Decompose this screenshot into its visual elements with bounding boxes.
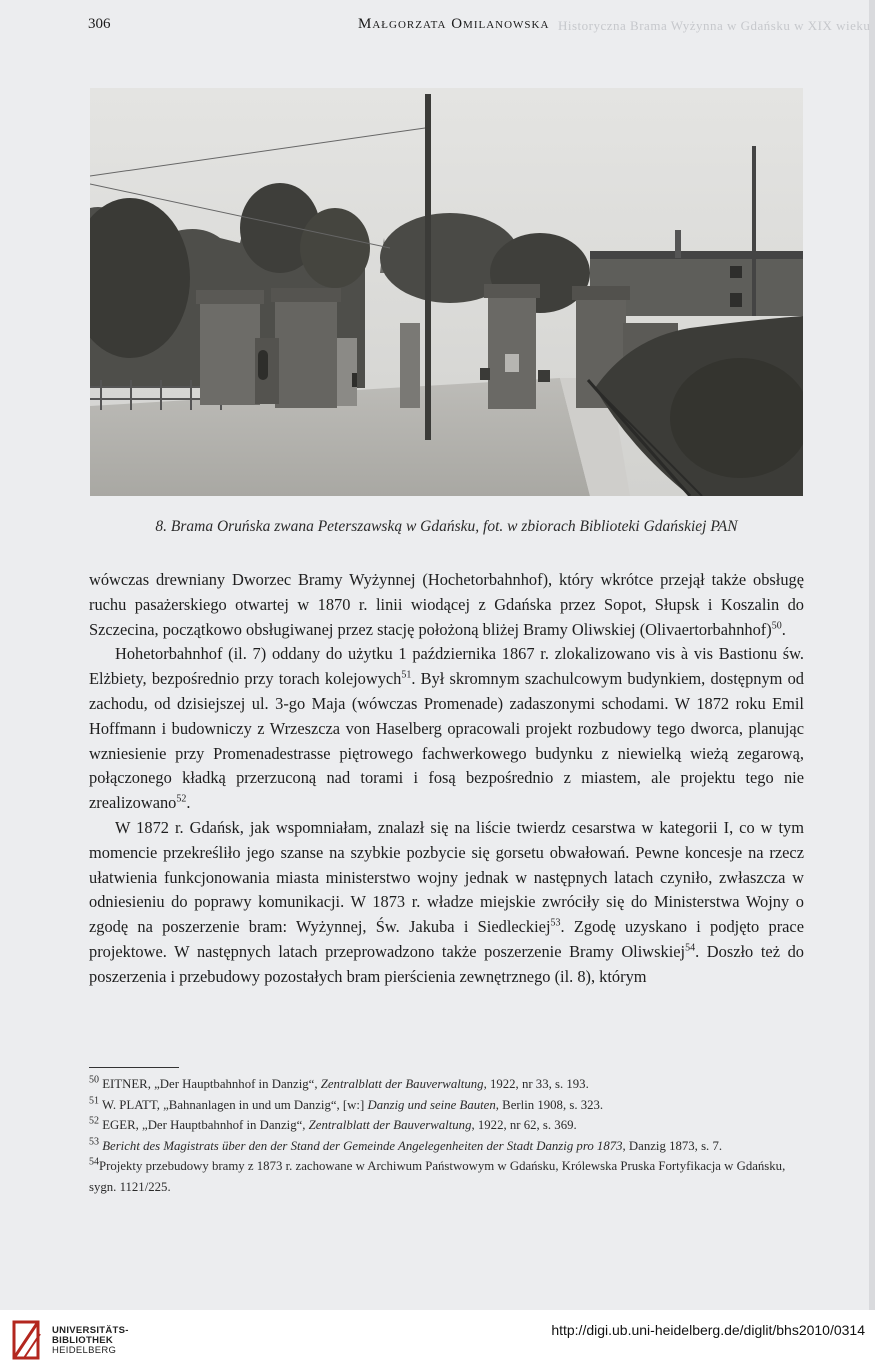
footnote-title: Zentralblatt der Bauverwaltung <box>320 1077 484 1091</box>
library-name-line: BIBLIOTHEK <box>52 1335 114 1346</box>
footnote-ref: 52 <box>176 793 187 805</box>
library-city: HEIDELBERG <box>52 1345 117 1356</box>
photo-illustration <box>90 88 803 496</box>
paragraph-1 <box>89 568 804 642</box>
paragraph-text: Hohetorbahnhof (il. 7) oddany do użytku 1 października 1867 r. zlokalizowano vis à vis Bastionu św. Elżbiety, bezpośrednio przy torach kolejowych <box>89 644 804 689</box>
paragraph-text: . Zgodę uzyskano i podjęto prace projektowe. W następnych latach przeprowadzono także poszerzenie Bramy Oliwskiej <box>89 917 804 961</box>
permalink-url[interactable]: http://digi.ub.uni-heidelberg.de/diglit/bhs2010/0314 <box>551 1322 865 1338</box>
paragraph-3 <box>89 816 804 990</box>
footnote-ref: 51 <box>401 669 412 681</box>
footnote-text: EGER, „Der Hauptbahnhof in Danzig“, <box>102 1118 309 1132</box>
footnote <box>89 1074 804 1095</box>
bleed-through-text: Historyczna Brama Wyżynna w Gdańsku w XIX wieku <box>558 18 871 33</box>
footnote <box>89 1115 804 1136</box>
footnote-ref: 53 <box>550 917 561 929</box>
footnote <box>89 1156 804 1197</box>
footnote-number: 54 <box>89 1156 99 1168</box>
footnote <box>89 1095 804 1116</box>
footnote-ref: 54 <box>685 942 696 954</box>
footnote-text: , 1922, nr 62, s. 369. <box>471 1118 577 1132</box>
library-name-line: UNIVERSITÄTS- <box>52 1325 129 1336</box>
paragraph-text: . <box>781 619 786 639</box>
paragraph-text: . Był skromnym szachulcowym budynkiem, dostępnym od zachodu, od dzisiejszej ul. 3-go Maja (wówczas Promenade) zadaszonymi schodami. W 1872 roku Emil Hoffmann i budowniczy z Wrzeszcza von Haselberg opracowali projekt rozbudowy tego dworca, planując wzniesienie przy Promenadestrasse piętrowego fachwerkowego budynku z niewielką wieżą zegarową, połączonego kładką przerzuconą nad torami i fosą bezpośrednio z miastem, ale projektu tego nie zrealizowano <box>89 669 804 813</box>
paragraph-text: wówczas drewniany Dworzec Bramy Wyżynnej (Hochetorbahnhof), który wkrótce przejął także obsługę ruchu pasażerskiego otwartej w 1870 r. linii wiodącej z Gdańska przez Sopot, Słupsk i Koszalin do Szczecina, początkowo obsługiwanej przez stację położoną bliżej Bramy Oliwskiej (Olivaertorbahnhof) <box>89 570 804 639</box>
library-logo-icon <box>10 1318 44 1362</box>
footnote-number: 52 <box>89 1115 99 1127</box>
footnote-text: W. PLATT, „Bahnanlagen in und um Danzig“, [w:] <box>101 1097 368 1112</box>
footnote-text: , Berlin 1908, s. 323. <box>495 1097 604 1112</box>
footnote-title: Bericht des Magistrats über den der Stand der Gemeinde Angelegenheiten der Stadt Danzig pro 1873 <box>102 1138 623 1153</box>
footnote-text: , 1922, nr 33, s. 193. <box>483 1077 589 1091</box>
footnote-number: 51 <box>89 1095 99 1107</box>
footnote-text: Projekty przebudowy bramy z 1873 r. zachowane w Archiwum Państwowym w Gdańsku, Królewska Pruska Fortyfikacja w Gdańsku, sygn. 1121/225. <box>89 1159 786 1194</box>
running-head <box>88 16 871 38</box>
footnote-text: EITNER, „Der Hauptbahnhof in Danzig“, <box>102 1077 321 1091</box>
paragraph-text: . Doszło też do poszerzenia i przebudowy pozostałych bram pierścienia zewnętrznego (il. 8), którym <box>89 941 804 986</box>
body-text <box>89 568 804 990</box>
figure-caption: 8. Brama Oruńska zwana Peterszawską w Gdańsku, fot. w zbiorach Biblioteki Gdańskiej PAN <box>155 518 738 535</box>
footnotes <box>89 1074 804 1197</box>
footnote-number: 53 <box>89 1136 99 1148</box>
paragraph-text: W 1872 r. Gdańsk, jak wspomniałam, znalazł się na liście twierdz cesarstwa w kategorii I, co w tym momencie przekreśliło jego szanse na szybkie pozbycie się gorsetu obwałowań. Pewne koncesje na rzecz ułatwienia funkcjonowania miasta ministerstwo wojny jednak w następnych latach czyniło, zwłaszcza w odniesieniu do poprawy komunikacji. W 1873 r. władze miejskie zwróciły się do Ministerstwa Wojny o zgodę na poszerzenie bram: Wyżynnej, Św. Jakuba i Siedleckiej <box>89 817 804 937</box>
gate-photograph <box>90 88 803 496</box>
page-edge-shadow <box>869 0 875 1310</box>
footnote-divider <box>89 1067 179 1068</box>
library-name <box>52 1326 129 1356</box>
paragraph-text: . <box>186 793 191 813</box>
footnote-title: Zentralblatt der Bauverwaltung <box>308 1118 472 1132</box>
page-number: 306 <box>88 16 111 32</box>
footnote-title: Danzig und seine Bauten <box>367 1097 496 1112</box>
paragraph-2 <box>89 642 804 816</box>
author-running-head: Małgorzata Omilanowska <box>358 16 550 32</box>
footnote-ref: 50 <box>771 620 782 632</box>
footnote-number: 50 <box>89 1074 99 1086</box>
footnote-text: , Danzig 1873, s. 7. <box>622 1138 723 1153</box>
digitization-footer <box>0 1310 875 1372</box>
footnote <box>89 1136 804 1157</box>
